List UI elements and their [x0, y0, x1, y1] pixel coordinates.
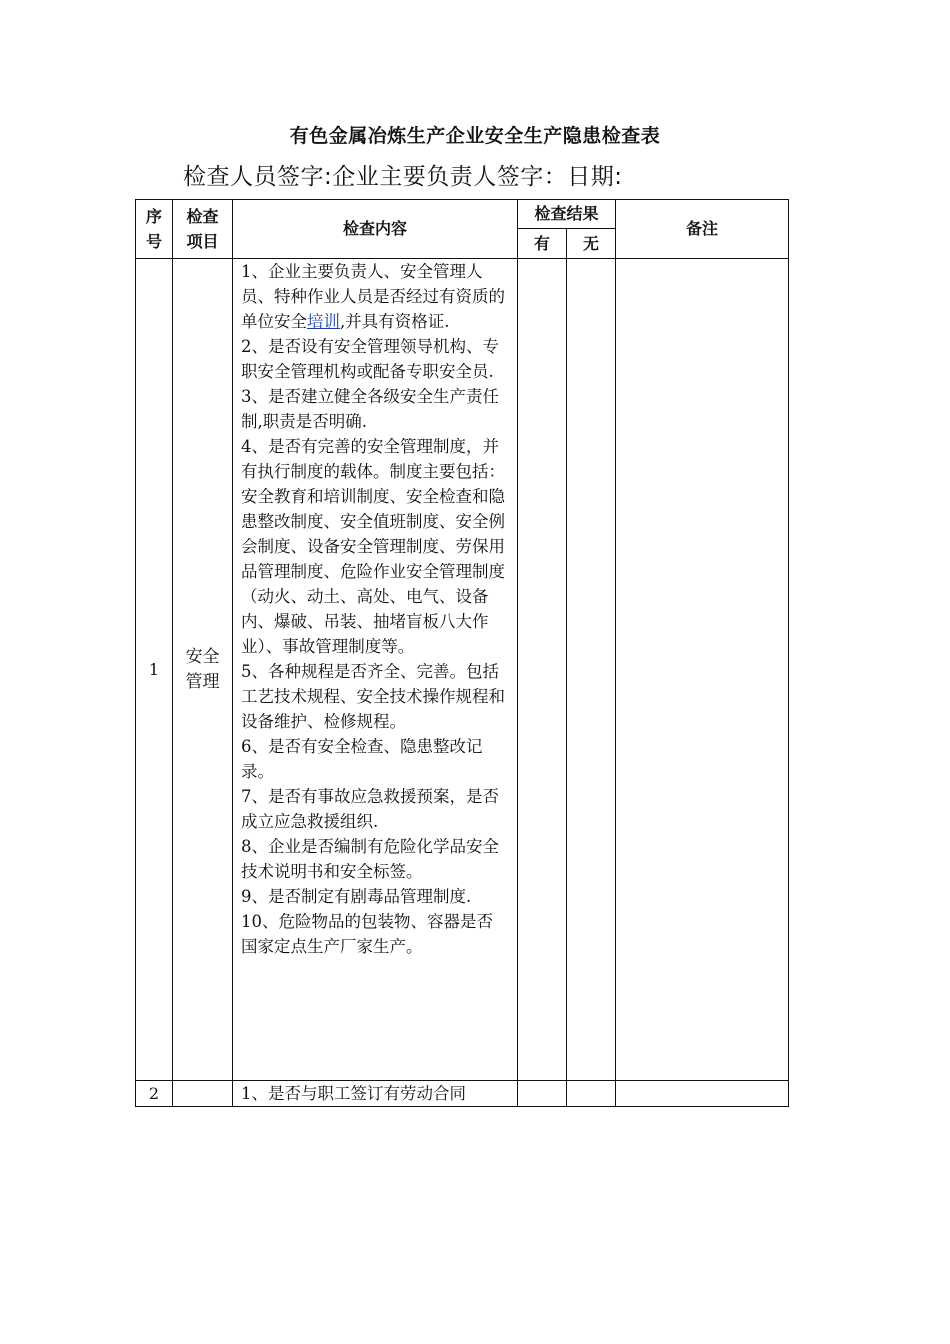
- content-item-8: 8、企业是否编制有危险化学品安全技术说明书和安全标签。: [241, 837, 499, 881]
- training-link[interactable]: 培训: [307, 312, 340, 331]
- header-remark: 备注: [616, 200, 789, 259]
- content-item-5: 5、各种规程是否齐全、完善。包括工艺技术规程、安全技术操作规程和设备维护、检修规程。: [241, 662, 505, 731]
- result-yes-cell[interactable]: [518, 1081, 567, 1107]
- header-content: 检查内容: [233, 200, 518, 259]
- content-item-1: 1、企业主要负责人、安全管理人员、特种作业人员是否经过有资质的单位安全培训,并具有资格证.: [241, 262, 505, 331]
- table-row: [136, 259, 789, 1081]
- row-category: 安全管理: [173, 259, 233, 1081]
- content-item-3: 3、是否建立健全各级安全生产责任制,职责是否明确.: [241, 387, 499, 431]
- header-item: 检查项目: [173, 200, 233, 259]
- table-row: [136, 1081, 789, 1107]
- content-item-2: 2、是否设有安全管理领导机构、专职安全管理机构或配备专职安全员.: [241, 337, 499, 381]
- header-result: 检查结果: [518, 200, 616, 229]
- result-yes-cell[interactable]: [518, 259, 567, 1081]
- row-category: [173, 1081, 233, 1107]
- content-item-4: 4、是否有完善的安全管理制度，并有执行制度的载体。制度主要包括：安全教育和培训制度、安全检查和隐患整改制度、安全值班制度、安全例会制度、设备安全管理制度、劳保用品管理制度、危险作业安全管理制度（动火、动土、高处、电气、设备内、爆破、吊装、抽堵盲板八大作业）、事故管理制度等。: [241, 437, 505, 656]
- document-title: 有色金属冶炼生产企业安全生产隐患检查表: [289, 125, 661, 147]
- content-item-1: 1、是否与职工签订有劳动合同: [241, 1084, 466, 1103]
- remark-cell[interactable]: [616, 1081, 789, 1107]
- signature-line: 检查人员签字:企业主要负责人签字：日期:: [183, 164, 623, 190]
- row-content: [233, 1081, 518, 1107]
- content-item-9: 9、是否制定有剧毒品管理制度.: [241, 887, 472, 906]
- header-result-no: 无: [567, 229, 616, 259]
- content-item-7: 7、是否有事故应急救援预案，是否成立应急救援组织.: [241, 787, 499, 831]
- row-seq: 1: [136, 259, 173, 1081]
- header-seq: 序号: [136, 200, 173, 259]
- content-item-6: 6、是否有安全检查、隐患整改记录。: [241, 737, 483, 781]
- content-item-10: 10、危险物品的包装物、容器是否国家定点生产厂家生产。: [241, 912, 493, 956]
- inspection-table: [135, 199, 789, 1107]
- remark-cell[interactable]: [616, 259, 789, 1081]
- result-no-cell[interactable]: [567, 259, 616, 1081]
- header-result-yes: 有: [518, 229, 567, 259]
- row-seq: 2: [136, 1081, 173, 1107]
- row-content: [233, 259, 518, 1081]
- result-no-cell[interactable]: [567, 1081, 616, 1107]
